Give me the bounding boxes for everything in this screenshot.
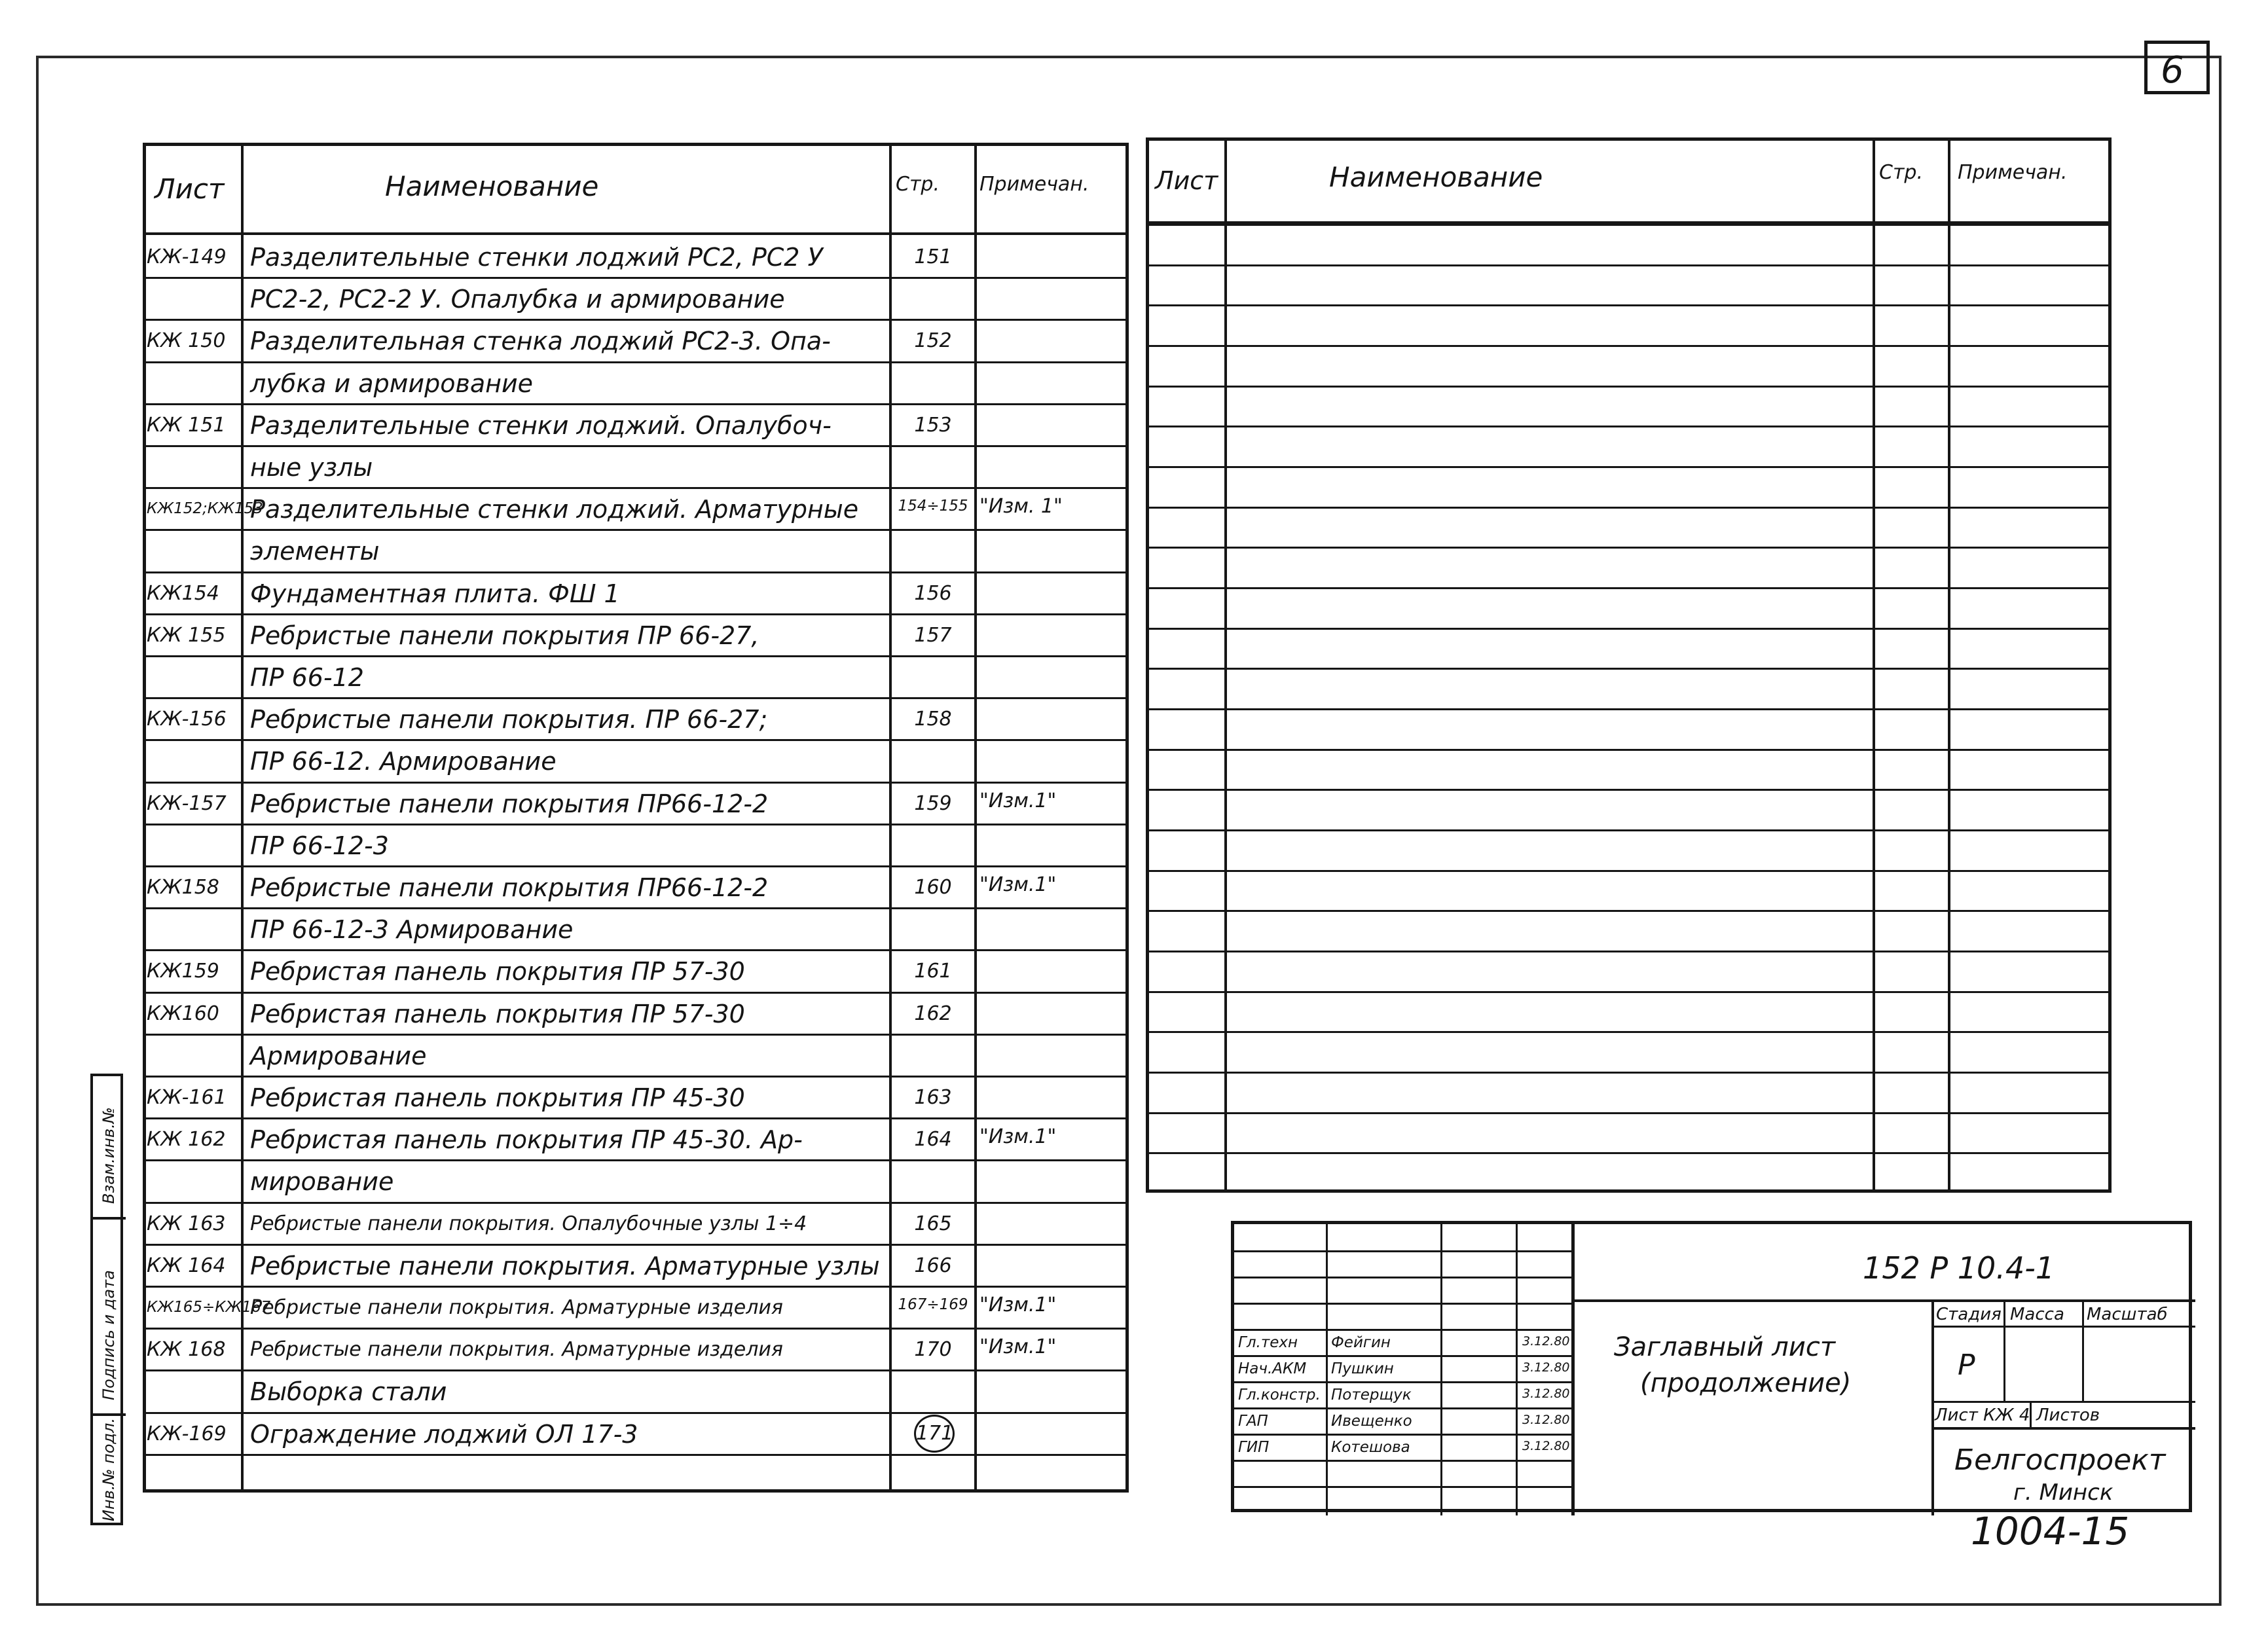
right-row-divider [1146, 304, 2112, 306]
row-page: 164 [914, 1128, 952, 1151]
row-page: 163 [914, 1086, 952, 1109]
right-header-name: Наименование [1329, 161, 1543, 193]
table-row [143, 487, 1129, 529]
row-name: Ребристые панели покрытия. Арматурные изделия [250, 1296, 783, 1319]
row-divider [143, 739, 1129, 741]
row-note: "Изм. 1" [979, 495, 1063, 518]
row-sheet: КЖ 151 [147, 413, 226, 437]
row-divider [143, 949, 1129, 951]
right-row-divider [1146, 829, 2112, 831]
tb-stage-vline-1 [2003, 1299, 2005, 1401]
row-page: 165 [914, 1212, 952, 1235]
row-page: 152 [914, 329, 952, 353]
right-col-line-2 [1873, 137, 1875, 1193]
row-name: Ребристые панели покрытия. Арматурные изделия [250, 1338, 783, 1362]
left-header-page: Стр. [896, 173, 940, 196]
row-divider [143, 529, 1129, 531]
right-row-divider [1146, 628, 2112, 630]
row-divider [143, 1034, 1129, 1036]
row-divider [143, 1202, 1129, 1204]
row-sheet: КЖ-157 [147, 791, 227, 815]
row-divider [143, 361, 1129, 363]
row-sheet: КЖ 164 [147, 1254, 226, 1277]
row-note: "Изм.1" [979, 1335, 1057, 1359]
right-row-divider [1146, 345, 2112, 347]
archive-number: 1004-15 [1971, 1509, 2130, 1553]
row-divider [143, 445, 1129, 447]
table-row [143, 739, 1129, 781]
row-divider [143, 1159, 1129, 1161]
right-row-divider [1146, 910, 2112, 912]
organization-name: Белгоспроект [1954, 1443, 2166, 1477]
signature-date: 3.12.80 [1522, 1439, 1570, 1453]
row-note: "Изм.1" [979, 1294, 1057, 1316]
row-page: 170 [914, 1338, 952, 1362]
table-row [143, 235, 1129, 277]
right-row-divider [1146, 789, 2112, 791]
tb-vline-2 [1440, 1224, 1442, 1515]
row-page: 171 [914, 1415, 955, 1453]
right-row-divider [1146, 708, 2112, 710]
signature-date: 3.12.80 [1522, 1334, 1570, 1349]
signature-date: 3.12.80 [1522, 1413, 1570, 1427]
table-row [143, 1454, 1129, 1496]
row-sheet: КЖ160 [147, 1002, 219, 1025]
table-row [143, 824, 1129, 865]
title-block [1231, 1221, 2192, 1512]
row-name: Разделительные стенки лоджий РС2, РС2 У [250, 243, 823, 272]
left-header-sheet: Лист [155, 173, 225, 205]
row-sheet: КЖ-149 [147, 245, 227, 268]
table-row [143, 655, 1129, 697]
row-page: 153 [914, 413, 952, 437]
tb-title-vline [1931, 1299, 1934, 1515]
tb-stage-vline-2 [2082, 1299, 2084, 1401]
row-page: 157 [914, 623, 952, 647]
row-sheet: КЖ 163 [147, 1212, 226, 1235]
right-col-line-1 [1224, 137, 1227, 1193]
tb-sheet-vline [2030, 1401, 2032, 1427]
row-divider [143, 992, 1129, 994]
row-page: 166 [914, 1254, 952, 1277]
row-name: РС2-2, РС2-2 У. Опалубка и армирование [250, 285, 785, 314]
row-sheet: КЖ165÷КЖ167 [147, 1299, 271, 1316]
title-line-2: (продолжение) [1640, 1368, 1852, 1398]
signature-date: 3.12.80 [1522, 1386, 1570, 1401]
row-sheet: КЖ-161 [147, 1086, 227, 1109]
row-divider [143, 1244, 1129, 1246]
row-sheet: КЖ154 [147, 581, 219, 605]
table-row [143, 697, 1129, 739]
table-row [143, 1328, 1129, 1369]
left-table [143, 143, 1129, 1493]
table-row [143, 403, 1129, 445]
tb-stage-hline-2 [1931, 1401, 2195, 1403]
right-row-divider [1146, 224, 2112, 226]
row-name: Фундаментная плита. ФШ 1 [250, 579, 620, 608]
side-stamp-div-1 [93, 1217, 126, 1220]
left-header-note: Примечан. [979, 173, 1089, 196]
table-row [143, 1159, 1129, 1201]
signature-name: Ивещенко [1331, 1413, 1412, 1430]
row-page: 162 [914, 1002, 952, 1025]
row-page: 151 [914, 245, 952, 268]
row-sheet: КЖ 155 [147, 623, 226, 647]
row-name: Ограждение лоджий ОЛ 17-3 [250, 1419, 638, 1449]
row-divider [143, 403, 1129, 405]
scale-label: Масштаб [2087, 1305, 2168, 1324]
row-page: 158 [914, 708, 952, 731]
row-divider [143, 571, 1129, 573]
right-row-divider [1146, 870, 2112, 872]
row-name: лубка и армирование [250, 369, 534, 398]
tb-signature-line [1234, 1250, 1571, 1252]
signature-role: Гл.техн [1238, 1334, 1298, 1351]
right-row-divider [1146, 991, 2112, 993]
table-row [143, 571, 1129, 613]
row-divider [143, 782, 1129, 784]
row-name: мирование [250, 1167, 394, 1197]
row-name: элементы [250, 537, 380, 566]
right-row-divider [1146, 466, 2112, 468]
row-name: ные узлы [250, 453, 373, 482]
row-divider [143, 865, 1129, 867]
table-row [143, 949, 1129, 991]
row-sheet: КЖ-156 [147, 708, 227, 731]
row-divider [143, 1328, 1129, 1330]
row-page: 154÷155 [898, 498, 968, 515]
signature-name: Потерщук [1331, 1386, 1412, 1404]
table-row [143, 907, 1129, 949]
right-row-divider [1146, 749, 2112, 751]
tb-signature-line [1234, 1329, 1571, 1331]
row-name: ПР 66-12 [250, 663, 364, 692]
row-name: Ребристая панель покрытия ПР 57-30 [250, 957, 745, 987]
row-name: ПР 66-12. Армирование [250, 747, 557, 776]
document-code: 152 Р 10.4-1 [1863, 1250, 2055, 1286]
tb-code-line [1571, 1299, 2195, 1302]
stage-value: Р [1958, 1349, 1975, 1382]
row-name: ПР 66-12-3 [250, 831, 389, 860]
row-note: "Изм.1" [979, 1125, 1057, 1149]
tb-signature-line [1234, 1303, 1571, 1305]
row-divider [143, 697, 1129, 699]
signature-name: Фейгин [1331, 1334, 1391, 1351]
row-divider [143, 1117, 1129, 1119]
table-row [143, 1369, 1129, 1411]
tb-signature-line [1234, 1486, 1571, 1488]
table-row [143, 1244, 1129, 1286]
row-name: Ребристые панели покрытия. Опалубочные узлы 1÷4 [250, 1212, 807, 1235]
row-name: Ребристые панели покрытия. ПР 66-27; [250, 705, 768, 734]
signature-role: Нач.АКМ [1238, 1360, 1307, 1377]
table-row [143, 529, 1129, 571]
mass-label: Масса [2010, 1305, 2064, 1324]
row-name: Ребристые панели покрытия ПР66-12-2 [250, 873, 769, 902]
signature-name: Пушкин [1331, 1360, 1394, 1377]
right-table-border [1146, 137, 2112, 1193]
row-page: 167÷169 [898, 1296, 968, 1313]
signature-name: Котешова [1331, 1439, 1410, 1456]
tb-signature-line [1234, 1434, 1571, 1436]
table-row [143, 277, 1129, 319]
stage-label: Стадия [1936, 1305, 2002, 1324]
right-table [1146, 137, 2112, 1193]
right-col-line-3 [1948, 137, 1950, 1193]
tb-signature-line [1234, 1407, 1571, 1409]
right-row-divider [1146, 426, 2112, 427]
tb-stage-hline-1 [1931, 1326, 2195, 1328]
row-divider [143, 655, 1129, 657]
row-sheet: КЖ 150 [147, 329, 226, 353]
row-divider [143, 1454, 1129, 1456]
tb-signature-line [1234, 1460, 1571, 1462]
row-sheet: КЖ158 [147, 876, 219, 899]
row-name: Разделительные стенки лоджий. Опалубоч- [250, 410, 832, 440]
sheet-number-box [2144, 41, 2210, 94]
row-sheet: КЖ159 [147, 960, 219, 983]
row-divider [143, 1369, 1129, 1371]
signature-role: ГИП [1238, 1439, 1270, 1456]
right-header-note: Примечан. [1958, 161, 2068, 184]
right-row-divider [1146, 951, 2112, 952]
row-sheet: КЖ 162 [147, 1128, 226, 1151]
row-divider [143, 487, 1129, 489]
row-sheet: КЖ 168 [147, 1338, 226, 1362]
row-name: Ребристые панели покрытия. Арматурные узлы [250, 1251, 880, 1280]
row-note: "Изм.1" [979, 789, 1057, 812]
title-line-1: Заглавный лист [1614, 1332, 1836, 1362]
tb-vline-4 [1571, 1224, 1575, 1515]
sheet-number: 6 [2161, 49, 2184, 92]
row-note: "Изм.1" [979, 873, 1057, 896]
right-header-sheet: Лист [1155, 166, 1218, 195]
table-row [143, 1286, 1129, 1328]
right-row-divider [1146, 1152, 2112, 1154]
tb-signature-line [1234, 1277, 1571, 1278]
tb-stage-hline-3 [1931, 1427, 2195, 1430]
signature-role: Гл.констр. [1238, 1386, 1321, 1404]
table-row [143, 1117, 1129, 1159]
row-divider [143, 1076, 1129, 1078]
row-name: Ребристая панель покрытия ПР 45-30. Ар- [250, 1125, 803, 1155]
sheets-label: Листов [2036, 1405, 2100, 1425]
row-divider [143, 613, 1129, 615]
table-row [143, 782, 1129, 824]
right-row-divider [1146, 1072, 2112, 1074]
row-name: Армирование [250, 1041, 427, 1070]
row-page: 160 [914, 876, 952, 899]
row-sheet: КЖ152;КЖ153 [147, 500, 263, 518]
right-row-divider [1146, 1031, 2112, 1033]
side-stamp-label-2: Подпись и дата [100, 1270, 118, 1400]
side-stamp [90, 1074, 123, 1525]
row-divider [143, 1286, 1129, 1288]
row-name: Выборка стали [250, 1377, 447, 1407]
table-row [143, 613, 1129, 655]
row-page: 159 [914, 791, 952, 815]
table-row [143, 319, 1129, 361]
right-row-divider [1146, 587, 2112, 589]
row-divider [143, 907, 1129, 909]
right-row-divider [1146, 668, 2112, 670]
table-row [143, 865, 1129, 907]
row-divider [143, 319, 1129, 321]
side-stamp-div-2 [93, 1413, 126, 1416]
tb-signature-line [1234, 1355, 1571, 1357]
row-divider [143, 1412, 1129, 1414]
row-sheet: КЖ-169 [147, 1422, 227, 1445]
row-name: Ребристые панели покрытия ПР 66-27, [250, 621, 759, 650]
row-page: 161 [914, 960, 952, 983]
row-name: Ребристая панель покрытия ПР 57-30 [250, 999, 745, 1028]
left-header-name: Наименование [385, 170, 599, 202]
table-row [143, 361, 1129, 403]
row-name: Ребристая панель покрытия ПР 45-30 [250, 1083, 745, 1112]
table-row [143, 445, 1129, 487]
row-divider [143, 824, 1129, 825]
row-name: Разделительная стенка лоджий РС2-3. Опа- [250, 327, 831, 356]
table-row [143, 1076, 1129, 1117]
sheet-label: Лист КЖ 4 [1935, 1405, 2030, 1425]
tb-vline-1 [1326, 1224, 1328, 1515]
right-header-page: Стр. [1879, 161, 1924, 184]
row-divider [143, 277, 1129, 279]
table-row [143, 1202, 1129, 1244]
signature-date: 3.12.80 [1522, 1360, 1570, 1375]
row-page: 156 [914, 581, 952, 605]
tb-signature-line [1234, 1381, 1571, 1383]
table-row [143, 1034, 1129, 1076]
right-row-divider [1146, 386, 2112, 388]
side-stamp-label-1: Инв.№ подл. [100, 1418, 118, 1521]
table-row [143, 1412, 1129, 1454]
tb-vline-3 [1516, 1224, 1518, 1515]
side-stamp-label-3: Взам.инв.№ [100, 1107, 118, 1204]
row-name: ПР 66-12-3 Армирование [250, 915, 574, 945]
signature-role: ГАП [1238, 1413, 1268, 1430]
table-row [143, 992, 1129, 1034]
right-row-divider [1146, 1112, 2112, 1114]
organization-city: г. Минск [2013, 1479, 2113, 1506]
right-row-divider [1146, 547, 2112, 549]
row-name: Разделительные стенки лоджий. Арматурные [250, 495, 859, 524]
right-row-divider [1146, 264, 2112, 266]
row-name: Ребристые панели покрытия ПР66-12-2 [250, 789, 769, 818]
right-row-divider [1146, 507, 2112, 509]
